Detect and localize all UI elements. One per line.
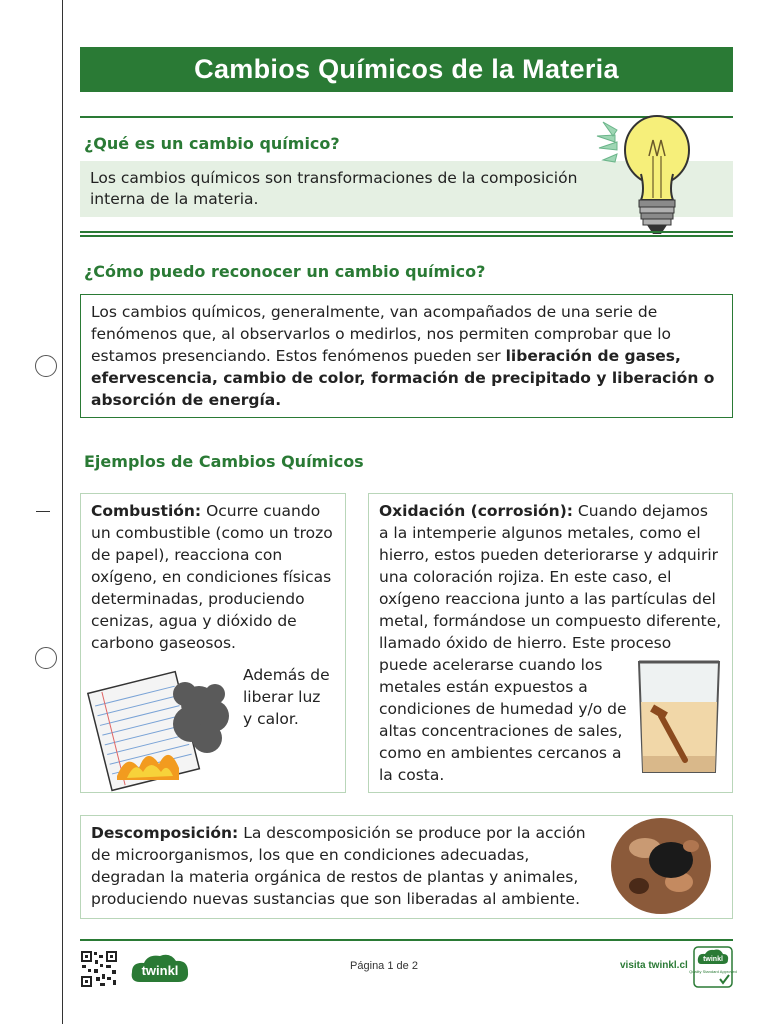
lightbulb-icon — [595, 110, 705, 240]
page-title: Cambios Químicos de la Materia — [80, 47, 733, 92]
logo-text: twinkl — [141, 963, 179, 978]
rusty-nail-jar-icon — [631, 656, 727, 780]
section-heading-what: ¿Qué es un cambio químico? — [84, 134, 340, 153]
badge-text: twinkl — [703, 956, 723, 963]
combustion-label: Combustión: — [91, 502, 202, 520]
burning-paper-icon — [87, 664, 237, 788]
visit-link[interactable]: visita twinkl.cl — [620, 960, 688, 971]
recognize-bold-text: liberación de gases, efervescencia, cambio de color, formación de precipitado y liberación o absorción de energía. — [91, 347, 715, 409]
fold-mark — [36, 511, 50, 512]
badge-subtext: Quality Standard Approved — [689, 969, 737, 974]
divider — [80, 235, 733, 237]
combustion-card — [80, 493, 346, 793]
decomposition-label: Descomposición: — [91, 824, 239, 842]
oxidation-text-top: Cuando dejamos a la intemperie algunos metales, como el hierro, estos pueden deteriorarse y adquirir una coloración rojiza. En este caso, el oxígeno reacciona junto a las partículas del metal, formándose un compuesto diferente, llamado óxido de hierro. Este proceso — [379, 502, 722, 652]
quality-badge-icon — [689, 946, 737, 988]
recognize-text: Los cambios químicos, generalmente, van acompañados de una serie de fenómenos que, al observarlos o medirlos, nos permiten comprobar que lo estamos presenciando. Estos fenómenos pueden ser — [91, 303, 672, 365]
definition-line-2: interna de la materia. — [90, 190, 259, 208]
margin-line — [62, 0, 63, 1024]
recognize-box — [80, 294, 733, 418]
combustion-text: Ocurre cuando un combustible (como un trozo de papel), reacciona con oxígeno, en condiciones físicas determinadas, produciendo cenizas, agua y dióxido de carbono gaseosos. — [91, 502, 333, 652]
punch-hole — [35, 647, 57, 669]
section-heading-recognize: ¿Cómo puedo reconocer un cambio químico? — [84, 262, 486, 281]
footer-divider — [80, 939, 733, 941]
decomposition-card — [80, 815, 733, 919]
oxidation-label: Oxidación (corrosión): — [379, 502, 573, 520]
oxidation-text-bottom: puede acelerarse cuando los metales están expuestos a condiciones de humedad y/o de altas concentraciones de sales, como en ambientes cercanos a la costa. — [379, 656, 627, 784]
rotting-fruit-icon — [605, 810, 717, 922]
oxidation-card — [368, 493, 733, 793]
twinkl-logo-icon — [130, 952, 190, 992]
definition-line-1: Los cambios químicos son transformaciones de la composición — [90, 169, 578, 187]
combustion-extra: Además de liberar luz y calor. — [243, 666, 330, 728]
punch-hole — [35, 355, 57, 377]
section-heading-examples: Ejemplos de Cambios Químicos — [84, 452, 364, 471]
page-number: Página 1 de 2 — [350, 960, 418, 972]
divider — [80, 231, 733, 233]
decomposition-text: La descomposición se produce por la acción de microorganismos, los que en condiciones adecuadas, degradan la materia orgánica de restos de plantas y animales, produciendo nuevas sustancias que son liberadas al ambiente. — [91, 824, 586, 908]
